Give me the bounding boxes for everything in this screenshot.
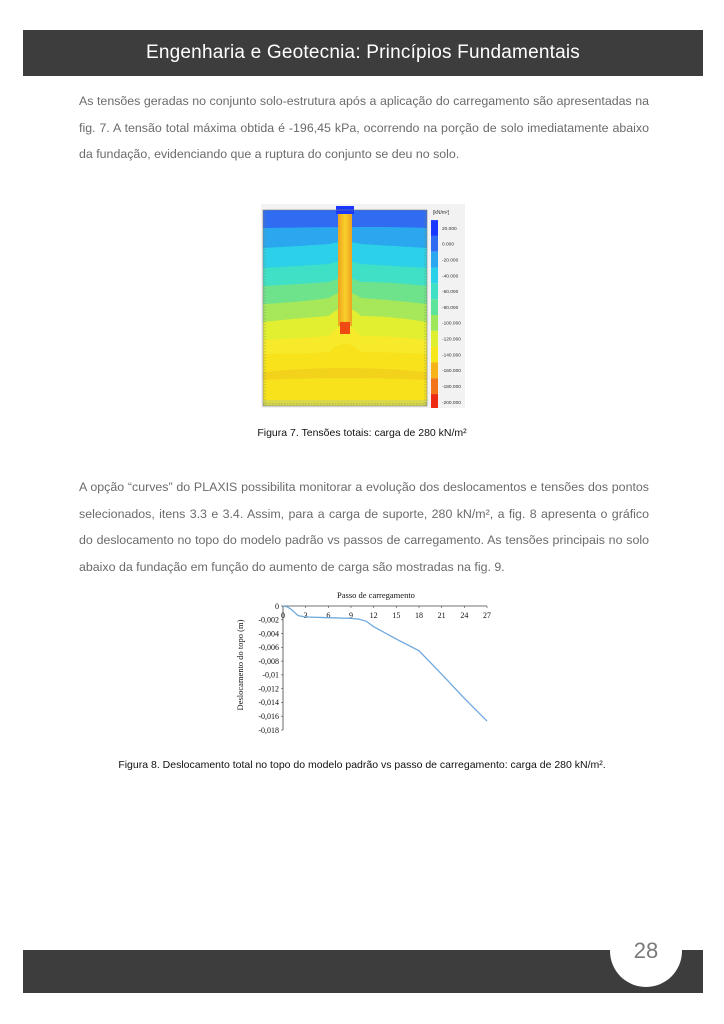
legend-label: -100.000	[442, 321, 461, 327]
legend-label: -120.000	[442, 337, 461, 343]
pile-tip-stress	[340, 322, 350, 334]
legend-swatch	[431, 283, 438, 299]
legend-swatch	[431, 220, 438, 236]
y-tick-labels	[258, 602, 283, 735]
legend-swatch	[431, 394, 438, 408]
paragraph-2: A opção “curves” do PLAXIS possibilita monitorar a evolução dos deslocamentos e tensões dos pontos selecionados, itens 3.3 e 3.4. Assim, para a carga de suporte, 280 kN/m², a fig. 8 apresenta o gráfico do deslocamento no topo do modelo padrão vs passos de carregamento. As tensões principais no solo abaixo da fundação em função do aumento de carga são mostradas na fig. 9.	[79, 480, 649, 574]
chart-title: Passo de carregamento	[337, 590, 415, 600]
figure-7-caption: Figura 7. Tensões totais: carga de 280 kN/m²	[257, 427, 467, 439]
x-tick-label: 12	[369, 611, 378, 620]
legend-swatch	[431, 362, 438, 378]
y-tick-label: 0	[275, 601, 279, 611]
legend-swatch	[431, 299, 438, 315]
legend-swatch	[431, 378, 438, 394]
y-tick-label: -0,014	[258, 698, 279, 708]
x-tick-label: 9	[349, 611, 353, 620]
legend-swatch	[431, 315, 438, 331]
page-number-badge	[610, 915, 682, 987]
header-bar	[23, 30, 703, 76]
legend-label: -160.000	[442, 369, 461, 375]
legend-label: -140.000	[442, 353, 461, 359]
legend-swatch	[431, 268, 438, 284]
legend-label: -40.000	[442, 274, 459, 280]
legend-label: -20.000	[442, 258, 459, 264]
figure-7-stress-contour	[261, 204, 465, 408]
x-tick-label: 24	[460, 611, 469, 620]
page-number: 28	[633, 938, 659, 963]
series-line-displacement	[283, 606, 487, 721]
figure-8-caption: Figura 8. Deslocamento total no topo do modelo padrão vs passo de carregamento: carga de 280 kN/m².	[118, 759, 606, 771]
legend-label: -200.000	[442, 400, 461, 406]
legend-label: 20.000	[442, 226, 457, 232]
y-tick-label: -0,008	[258, 656, 279, 666]
x-tick-label: 15	[392, 611, 401, 620]
legend-swatch	[431, 331, 438, 347]
legend-label: -80.000	[442, 305, 459, 311]
y-tick-label: -0,002	[258, 615, 279, 625]
pile-shaft	[338, 208, 352, 326]
y-axis-label: Deslocamento do topo (m)	[235, 619, 245, 711]
chart-axes	[283, 606, 487, 730]
legend-label: 0.000	[442, 242, 455, 248]
paragraph-1: As tensões geradas no conjunto solo-estrutura após a aplicação do carregamento são apresentadas na fig. 7. A tensão total máxima obtida é -196,45 kPa, ocorrendo na porção de solo imediatamente abaixo da fundação, evidenciando que a ruptura do conjunto se deu no solo.	[79, 94, 649, 161]
x-tick-label: 21	[437, 611, 446, 620]
x-tick-label: 27	[483, 611, 491, 620]
header-title: Engenharia e Geotecnia: Princípios Fundamentais	[146, 42, 580, 63]
y-tick-label: -0,016	[258, 712, 279, 722]
x-tick-label: 0	[281, 611, 285, 620]
y-tick-label: -0,012	[258, 684, 279, 694]
legend-swatch	[431, 236, 438, 252]
legend-swatch	[431, 252, 438, 268]
y-tick-label: -0,01	[262, 670, 279, 680]
legend-unit-label: [kN/m²]	[433, 210, 450, 216]
x-tick-label: 6	[326, 611, 331, 620]
footer-bar	[23, 950, 703, 993]
y-tick-label: -0,006	[258, 643, 279, 653]
x-tick-label: 3	[303, 611, 308, 620]
figure-8-displacement-chart	[230, 586, 494, 738]
x-tick-label: 18	[415, 611, 423, 620]
y-tick-label: -0,018	[258, 725, 279, 735]
legend-label: -60.000	[442, 290, 459, 296]
legend-label: -180.000	[442, 384, 461, 390]
y-tick-label: -0,004	[258, 629, 279, 639]
legend-swatch	[431, 347, 438, 363]
x-tick-labels	[281, 606, 491, 620]
